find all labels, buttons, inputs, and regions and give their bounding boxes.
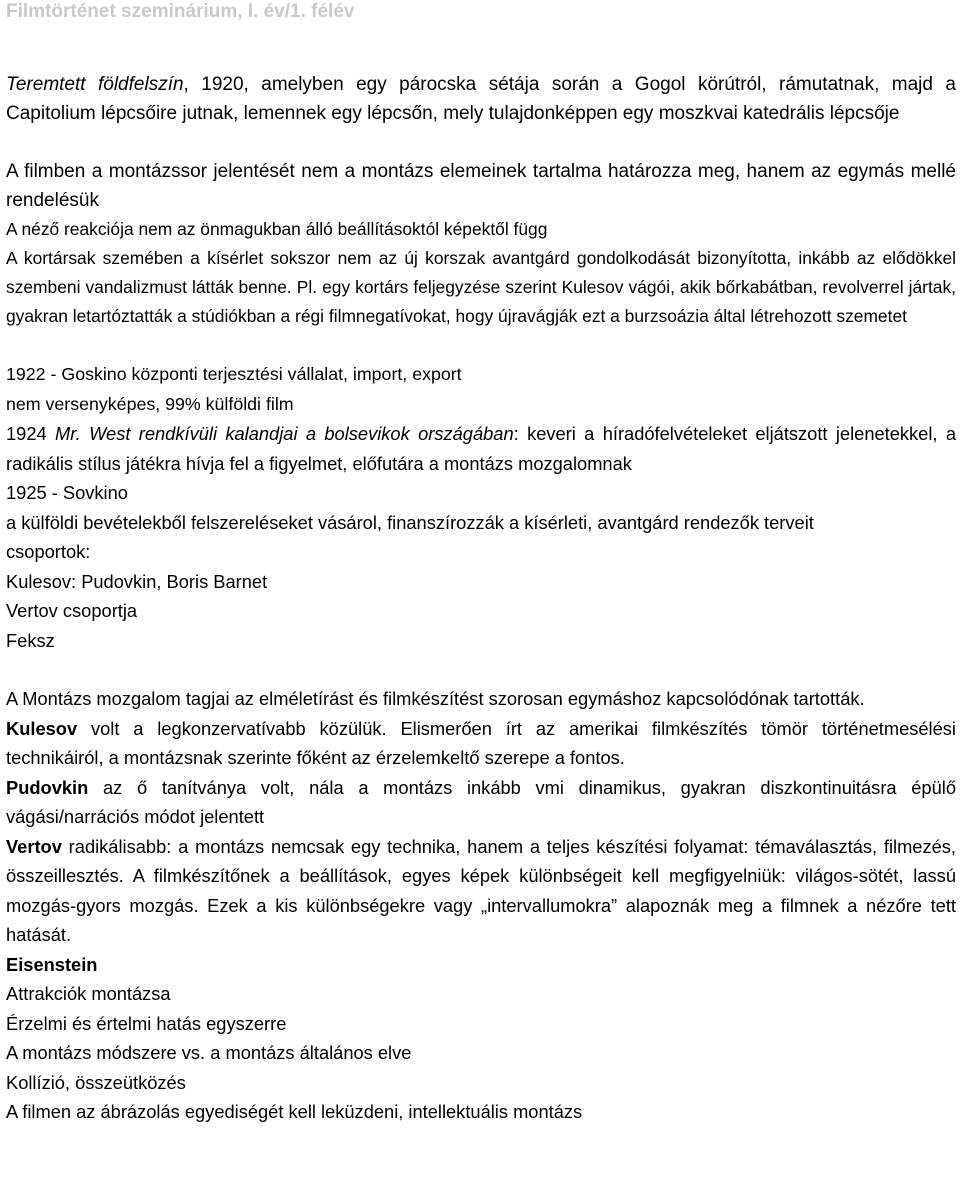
paragraph-vertov-group: Vertov csoportja — [6, 600, 138, 621]
spacer — [6, 655, 956, 684]
paragraph-kortarsak: A kortársak szemében a kísérlet sokszor nem az új korszak avantgárd gondolkodását bizonyította, inkább az elődökkel szembeni vandalizmust látták benne. Pl. egy kortárs feljegyzése szerint Kulesov vágói, akik bőrkabátban, revolverrel jártak, gyakran letartóztatták a stúdiókban a régi filmnegatívokat, hogy újravágják ezt a burzsoázia által létrehozott szemetet — [6, 248, 956, 326]
film-title: Teremtett földfelszín — [6, 74, 184, 95]
paragraph-erzelmi: Érzelmi és értelmi hatás egyszerre — [6, 1012, 287, 1034]
paragraph-montazs-mozgalom: A Montázs mozgalom tagjai az elméletírást és filmkészítést szorosan egymáshoz kapcsolódónak tartották. — [6, 688, 865, 709]
paragraph-mr-west — [6, 419, 956, 478]
film-title: West rendkívüli kalandjai a bolsevikok országában — [80, 423, 514, 444]
name-vertov: Vertov — [6, 835, 62, 857]
spacer — [6, 128, 956, 157]
paragraph-text: : keveri a híradófelvételeket eljátszott jelenetekkel, a radikális stílus játékra hívja fel a figyelmet, előfutára a montázs mozgalomnak — [6, 423, 957, 474]
paragraph-kulesov-group: Kulesov: Pudovkin, Boris Barnet — [6, 570, 268, 592]
paragraph-nezo-reakcioja: A néző reakciója nem az önmagukban álló beállításoktól képektől függ — [6, 219, 548, 239]
year: 1924 — [6, 423, 56, 444]
document-body — [6, 70, 956, 1127]
paragraph-text: radikálisabb: a montázs nemcsak egy technika, hanem a teljes készítési folyamat: témaválasztás, filmezés, összeillesztés. A filmkészítőnek a beállítások, egyes képek különbségeit kell megfigyelniük: világos-sötét, lassú mozgás-gyors mozgás. Ezek a kis különbségekre vagy „intervallumokra” alapoznák meg a filmnek a nézőre tett hatását. — [6, 835, 956, 945]
paragraph-goskino: 1922 - Goskino központi terjesztési vállalat, import, export — [6, 364, 462, 384]
paragraph-sovkino: 1925 - Sovkino — [6, 482, 128, 503]
paragraph-text: volt a legkonzervatívabb közülük. Elismerően írt az amerikai filmkészítés tömör történetmesélési technikáiról, a montázsnak szerinte főként az érzelemkeltő szerepe a fontos. — [6, 717, 956, 768]
name-kulesov: Kulesov — [6, 717, 78, 739]
paragraph-kulfoldi-bevetelek: a külföldi bevételekből felszereléseket vásárol, finanszírozzák a kísérleti, avantgárd rendezők terveit — [6, 511, 814, 533]
paragraph-modszere: A montázs módszere vs. a montázs általános elve — [6, 1042, 412, 1063]
paragraph-kollizio: Kollízió, összeütközés — [6, 1071, 186, 1093]
paragraph-attrakciok: Attrakciók montázsa — [6, 983, 171, 1004]
name-eisenstein: Eisenstein — [6, 953, 98, 975]
paragraph-kulesov — [6, 714, 956, 773]
document-header: Filmtörténet szeminárium, I. év/1. félév — [6, 1, 355, 22]
paragraph-csoportok: csoportok: — [6, 541, 91, 562]
paragraph-teremtett-foldfelszin — [6, 70, 956, 128]
paragraph-pudovkin — [6, 773, 956, 832]
paragraph-abrazolas: A filmen az ábrázolás egyediségét kell leküzdeni, intellektuális montázs — [6, 1101, 583, 1122]
paragraph-nem-versenykepes: nem versenyképes, 99% külföldi film — [6, 393, 294, 414]
paragraph-text: az ő tanítványa volt, nála a montázs inkább vmi dinamikus, gyakran diszkontinuitásra épülő vágási/narrációs módot jelentett — [6, 776, 956, 827]
paragraph-feksz: Feksz — [6, 629, 55, 651]
name-pudovkin: Pudovkin — [6, 776, 89, 798]
paragraph-eisenstein — [6, 950, 956, 980]
film-title-mr: Mr. — [55, 423, 81, 444]
paragraph-vertov — [6, 832, 956, 950]
paragraph-montazssor: A filmben a montázssor jelentését nem a montázs elemeinek tartalma határozza meg, hanem az egymás mellé rendelésük — [6, 161, 956, 211]
paragraph-text: , 1920, amelyben egy párocska sétája során a Gogol körútról, rámutatnak, majd a Capitolium lépcsőire jutnak, lemennek egy lépcsőn, mely tulajdonképpen egy moszkvai katedrális lépcsője — [6, 74, 956, 124]
spacer — [6, 331, 956, 360]
